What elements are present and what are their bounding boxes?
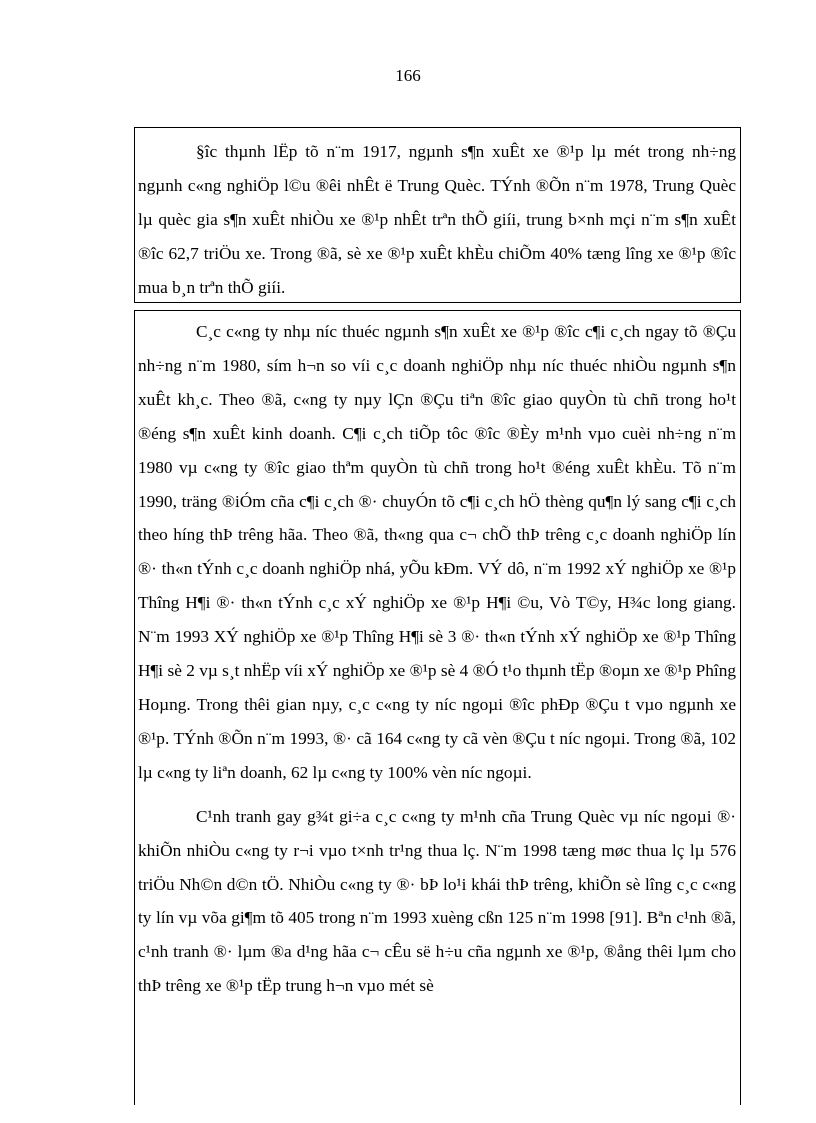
body-text-box — [134, 310, 741, 1105]
body-paragraph-2: C¹nh tranh gay g¾t gi÷a c¸c c«ng ty m¹nh cña Trung Quèc vµ níc ngoµi ®· khiÕn nhiÒu c«ng ty r¬i vµo t×nh tr¹ng thua lç. N¨m 1998 tæng møc thua lç lµ 576 triÖu Nh©n d©n tÖ. NhiÒu c«ng ty ®· bÞ lo¹i khái thÞ trêng, khiÕn sè lîng c¸c c«ng ty lín vµ võa gi¶m tõ 405 trong n¨m 1993 xuèng cßn 125 n¨m 1998 [91]. Bªn c¹nh ®ã, c¹nh tranh ®· lµm ®a d¹ng hãa c¬ cÊu së h÷u cña ngµnh xe ®¹p, ®ång thêi lµm cho thÞ trêng xe ®¹p tËp trung h¬n vµo mét sè — [138, 806, 736, 996]
intro-paragraph: §îc thµnh lËp tõ n¨m 1917, ngµnh s¶n xuÊt xe ®¹p lµ mét trong nh÷ng ngµnh c«ng nghiÖp l©u ®êi nhÊt ë Trung Quèc. TÝnh ®Õn n¨m 1978, Trung Quèc lµ quèc gia s¶n xuÊt nhiÒu xe ®¹p nhÊt trªn thÕ giíi, trung b×nh mçi n¨m s¶n xuÊt ®îc 62,7 triÖu xe. Trong ®ã, sè xe ®¹p xuÊt khÈu chiÕm 40% tæng lîng xe ®¹p ®îc mua b¸n trªn thÕ giíi. — [138, 142, 736, 297]
page-number: 166 — [395, 66, 421, 85]
body-paragraph-1: C¸c c«ng ty nhµ níc thuéc ngµnh s¶n xuÊt xe ®¹p ®îc c¶i c¸ch ngay tõ ®Çu nh÷ng n¨m 1980, sím h¬n so víi c¸c doanh nghiÖp nhµ níc thuéc nhiÒu ngµnh s¶n xuÊt kh¸c. Theo ®ã, c«ng ty nµy lÇn ®Çu tiªn ®îc giao quyÒn tù chñ trong ho¹t ®éng s¶n xuÊt kinh doanh. C¶i c¸ch tiÕp tôc ®îc ®Èy m¹nh vµo cuèi nh÷ng n¨m 1980 vµ c«ng ty ®îc giao thªm quyÒn tù chñ trong ho¹t ®éng xuÊt khÈu. Tõ n¨m 1990, träng ®iÓm cña c¶i c¸ch ®· chuyÓn tõ c¶i c¸ch hÖ thèng qu¶n lý sang c¶i c¸ch theo híng thÞ trêng hãa. Theo ®ã, th«ng qua c¬ chÕ thÞ trêng c¸c doanh nghiÖp lín ®· th«n tÝnh c¸c doanh nghiÖp nhá, yÕu kÐm. VÝ dô, n¨m 1992 xÝ nghiÖp xe ®¹p Thîng H¶i ®· th«n tÝnh c¸c xÝ nghiÖp xe ®¹p H¶i ©u, Vò T©y, H¾c long giang. N¨m 1993 XÝ nghiÖp xe ®¹p Thîng H¶i sè 3 ®· th«n tÝnh xÝ nghiÖp xe ®¹p Thîng H¶i sè 2 vµ s¸t nhËp víi xÝ nghiÖp xe ®¹p sè 4 ®Ó t¹o thµnh tËp ®oµn xe ®¹p Phîng Hoµng. Trong thêi gian nµy, c¸c c«ng ty níc ngoµi ®îc phÐp ®Çu t vµo ngµnh xe ®¹p. TÝnh ®Õn n¨m 1993, ®· cã 164 c«ng ty cã vèn ®Çu t níc ngoµi. Trong ®ã, 102 lµ c«ng ty liªn doanh, 62 lµ c«ng ty 100% vèn níc ngoµi. — [138, 322, 736, 782]
intro-text-box — [134, 127, 741, 303]
